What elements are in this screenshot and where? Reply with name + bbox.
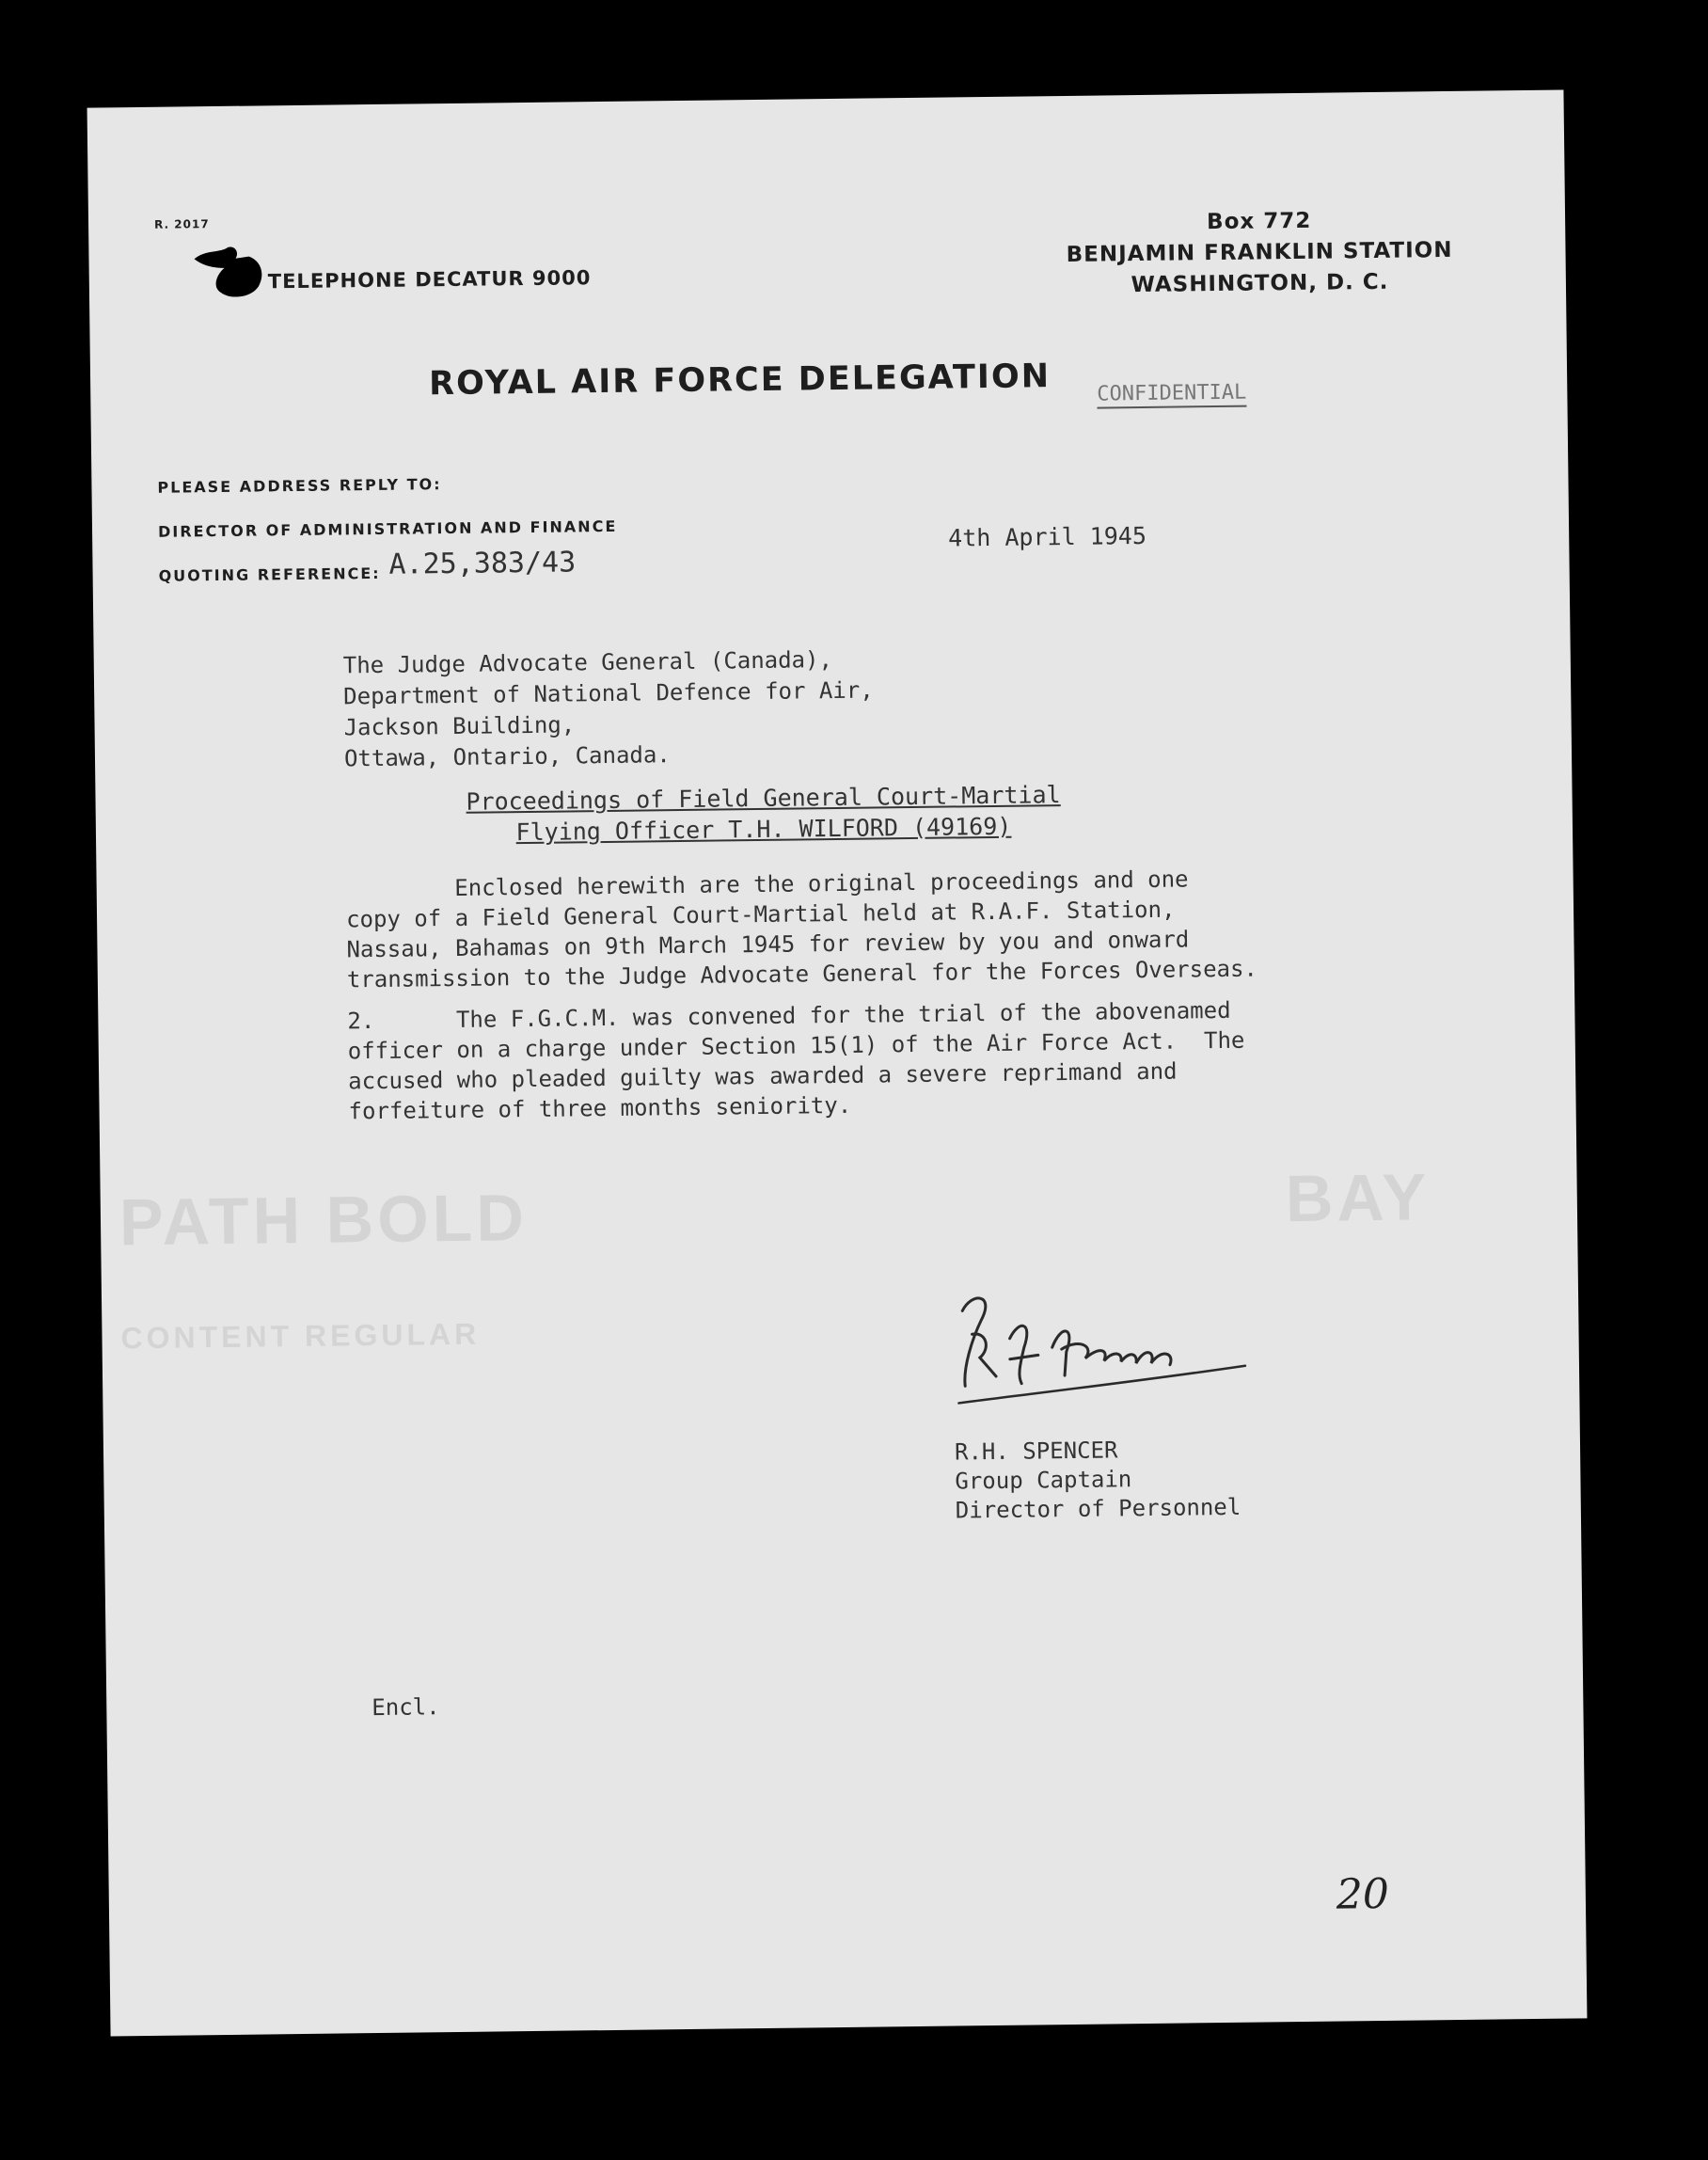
address-line: WASHINGTON, D. C.	[1131, 269, 1389, 298]
show-through-text: CONTENT REGULAR	[120, 1316, 481, 1356]
subject-heading	[377, 778, 1149, 850]
folio-number: 20	[1336, 1869, 1390, 1919]
body-paragraph-1	[346, 864, 1258, 995]
classification-stamp: CONFIDENTIAL	[1097, 381, 1246, 409]
paragraph-line: 2. The F.G.C.M. was convened for the trial of the abovenamed	[347, 996, 1231, 1035]
form-number: R. 2017	[153, 217, 210, 231]
telephone-line: TELEPHONE DECATUR 9000	[267, 266, 592, 294]
signer-name: R.H. SPENCER	[954, 1437, 1118, 1466]
signer-block	[955, 1435, 1241, 1526]
ink-blot-icon	[192, 245, 268, 302]
letter-page	[87, 89, 1588, 2036]
paragraph-line: Enclosed herewith are the original proceedings and one	[345, 866, 1189, 903]
reply-director: DIRECTOR OF ADMINISTRATION AND FINANCE	[157, 516, 618, 541]
paragraph-line: forfeiture of three months seniority.	[348, 1091, 852, 1125]
body-paragraph-2	[347, 995, 1245, 1127]
signer-title: Director of Personnel	[955, 1493, 1241, 1524]
address-line: Box 772	[1206, 208, 1312, 235]
recipient-line: The Judge Advocate General (Canada),	[342, 646, 833, 679]
paragraph-line: Nassau, Bahamas on 9th March 1945 for review by you and onward	[346, 926, 1190, 963]
reply-reference-label: QUOTING REFERENCE:	[158, 564, 381, 585]
organization-title: ROYAL AIR FORCE DELEGATION	[428, 357, 1052, 404]
paragraph-line: officer on a charge under Section 15(1) of the Air Force Act. The	[347, 1026, 1245, 1065]
signer-rank: Group Captain	[955, 1466, 1132, 1495]
show-through-text: BAY	[1285, 1160, 1431, 1236]
paragraph-line: transmission to the Judge Advocate General for the Forces Overseas.	[346, 955, 1258, 993]
reference-number: A.25,383/43	[388, 546, 577, 581]
address-line: BENJAMIN FRANKLIN STATION	[1066, 237, 1453, 267]
paragraph-line: accused who pleaded guilty was awarded a severe reprimand and	[348, 1057, 1178, 1095]
reply-instruction: PLEASE ADDRESS REPLY TO:	[157, 475, 442, 497]
recipient-line: Department of National Defence for Air,	[343, 676, 874, 710]
recipient-address	[343, 644, 875, 775]
subject-line: Flying Officer T.H. WILFORD (49169)	[515, 812, 1012, 847]
paragraph-line: copy of a Field General Court-Martial held at R.A.F. Station,	[345, 896, 1176, 933]
address-block	[1066, 204, 1453, 302]
recipient-line: Ottawa, Ontario, Canada.	[343, 741, 671, 772]
handwritten-signature	[943, 1279, 1256, 1415]
recipient-line: Jackson Building,	[343, 711, 576, 741]
show-through-text: PATH BOLD	[119, 1181, 529, 1260]
letter-date: 4th April 1945	[948, 521, 1147, 552]
subject-line: Proceedings of Field General Court-Martial	[466, 781, 1061, 816]
enclosure-note: Encl.	[372, 1693, 440, 1722]
